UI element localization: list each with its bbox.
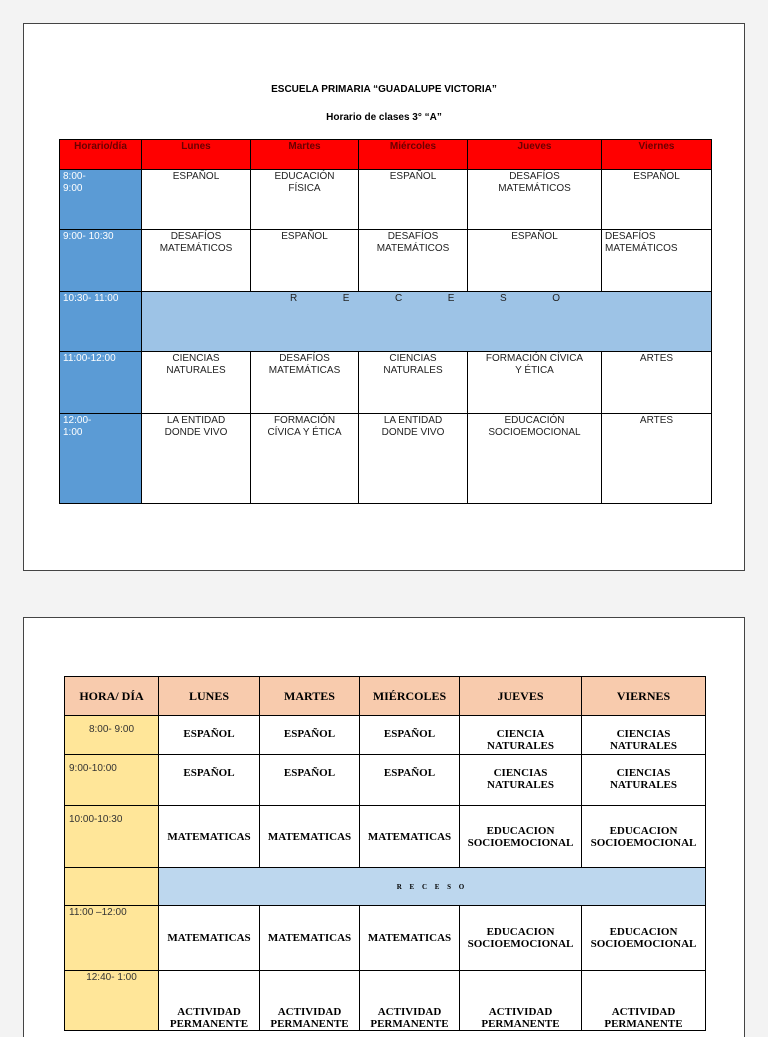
time-cell: 9:00-10:00: [65, 755, 159, 806]
recess-letter: E: [447, 293, 455, 304]
header-cell: MIÉRCOLES: [360, 677, 460, 716]
time-cell: 8:00- 9:00: [60, 170, 142, 230]
subject-cell: DESAFÍOS MATEMÁTICOS: [602, 230, 712, 292]
subject-cell: CIENCIAS NATURALES: [582, 755, 706, 806]
subject-cell: LA ENTIDAD DONDE VIVO: [142, 414, 251, 504]
subject-cell: ESPAÑOL: [142, 170, 251, 230]
subject-cell: ACTIVIDAD PERMANENTE: [460, 971, 582, 1031]
time-cell: 11:00-12:00: [60, 352, 142, 414]
header-cell: Horario/día: [60, 140, 142, 170]
subject-cell: ESPAÑOL: [260, 755, 360, 806]
recess-cell: R E C E S O: [159, 868, 706, 906]
schedule-table-1: [59, 139, 712, 504]
subject-cell: CIENCIAS NATURALES: [142, 352, 251, 414]
subject-cell: DESAFÍOS MATEMÁTICOS: [359, 230, 468, 292]
time-cell: 10:00-10:30: [65, 806, 159, 868]
header-cell: MARTES: [260, 677, 360, 716]
header-cell: Martes: [251, 140, 359, 170]
recess-cell: [142, 292, 712, 352]
header-row: [60, 140, 712, 170]
subject-cell: MATEMATICAS: [159, 906, 260, 971]
subject-cell: ESPAÑOL: [602, 170, 712, 230]
schedule-row: [60, 170, 712, 230]
time-cell: 12:00- 1:00: [60, 414, 142, 504]
subject-cell: ESPAÑOL: [360, 755, 460, 806]
recess-letter: E: [342, 293, 350, 304]
subject-cell: DESAFÍOS MATEMÁTICOS: [142, 230, 251, 292]
schedule-row: [65, 906, 706, 971]
subject-cell: ARTES: [602, 352, 712, 414]
schedule-subtitle: Horario de clases 3° “A”: [326, 112, 442, 123]
subject-cell: ESPAÑOL: [468, 230, 602, 292]
subject-cell: DESAFÍOS MATEMÁTICOS: [468, 170, 602, 230]
recess-letter: O: [552, 293, 560, 304]
subject-cell: MATEMATICAS: [159, 806, 260, 868]
subject-cell: ARTES: [602, 414, 712, 504]
subject-cell: EDUCACIÓN SOCIOEMOCIONAL: [468, 414, 602, 504]
subject-cell: CIENCIAS NATURALES: [582, 716, 706, 755]
header-cell: LUNES: [159, 677, 260, 716]
time-cell: 11:00 –12:00: [65, 906, 159, 971]
recess-letter: S: [500, 293, 507, 304]
subject-cell: MATEMATICAS: [360, 906, 460, 971]
subject-cell: EDUCACION SOCIOEMOCIONAL: [460, 906, 582, 971]
schedule-row: [65, 755, 706, 806]
subject-cell: EDUCACION SOCIOEMOCIONAL: [460, 806, 582, 868]
subject-cell: ESPAÑOL: [260, 716, 360, 755]
subject-cell: EDUCACIÓN FÍSICA: [251, 170, 359, 230]
subject-cell: MATEMATICAS: [360, 806, 460, 868]
subject-cell: CIENCIAS NATURALES: [359, 352, 468, 414]
subject-cell: MATEMATICAS: [260, 906, 360, 971]
header-row: [65, 677, 706, 716]
schedule-row: [65, 971, 706, 1031]
subject-cell: ACTIVIDAD PERMANENTE: [260, 971, 360, 1031]
subject-cell: EDUCACION SOCIOEMOCIONAL: [582, 806, 706, 868]
subject-cell: ESPAÑOL: [251, 230, 359, 292]
schedule-row: [60, 230, 712, 292]
schedule-row: [60, 414, 712, 504]
header-cell: Miércoles: [359, 140, 468, 170]
schedule-row: [60, 352, 712, 414]
subject-cell: MATEMATICAS: [260, 806, 360, 868]
header-cell: Lunes: [142, 140, 251, 170]
recess-letter: C: [395, 293, 403, 304]
time-cell: 8:00- 9:00: [65, 716, 159, 755]
subject-cell: ACTIVIDAD PERMANENTE: [360, 971, 460, 1031]
subject-cell: CIENCIAS NATURALES: [460, 755, 582, 806]
subject-cell: EDUCACION SOCIOEMOCIONAL: [582, 906, 706, 971]
time-cell: 9:00- 10:30: [60, 230, 142, 292]
subject-cell: FORMACIÓN CÍVICA Y ÉTICA: [251, 414, 359, 504]
schedule-row: [65, 868, 706, 906]
time-cell: [65, 868, 159, 906]
schedule-row: [65, 716, 706, 755]
subject-cell: ACTIVIDAD PERMANENTE: [582, 971, 706, 1031]
subject-cell: ESPAÑOL: [159, 755, 260, 806]
header-cell: VIERNES: [582, 677, 706, 716]
header-cell: Jueves: [468, 140, 602, 170]
recess-label: [290, 293, 560, 305]
header-cell: JUEVES: [460, 677, 582, 716]
subject-cell: CIENCIA NATURALES: [460, 716, 582, 755]
subject-cell: ESPAÑOL: [360, 716, 460, 755]
school-title: ESCUELA PRIMARIA “GUADALUPE VICTORIA”: [271, 84, 497, 95]
time-cell: 12:40- 1:00: [65, 971, 159, 1031]
schedule-page-2: [23, 617, 745, 1037]
header-cell: HORA/ DÍA: [65, 677, 159, 716]
subject-cell: ESPAÑOL: [159, 716, 260, 755]
subject-cell: ESPAÑOL: [359, 170, 468, 230]
header-cell: Viernes: [602, 140, 712, 170]
subject-cell: ACTIVIDAD PERMANENTE: [159, 971, 260, 1031]
time-cell: 10:30- 11:00: [60, 292, 142, 352]
subject-cell: DESAFÍOS MATEMÁTICAS: [251, 352, 359, 414]
schedule-row: [65, 806, 706, 868]
schedule-row: [60, 292, 712, 352]
subject-cell: LA ENTIDAD DONDE VIVO: [359, 414, 468, 504]
schedule-table-2: [64, 676, 706, 1031]
schedule-page-1: [23, 23, 745, 571]
subject-cell: FORMACIÓN CÍVICA Y ÉTICA: [468, 352, 602, 414]
recess-letter: R: [290, 293, 298, 304]
